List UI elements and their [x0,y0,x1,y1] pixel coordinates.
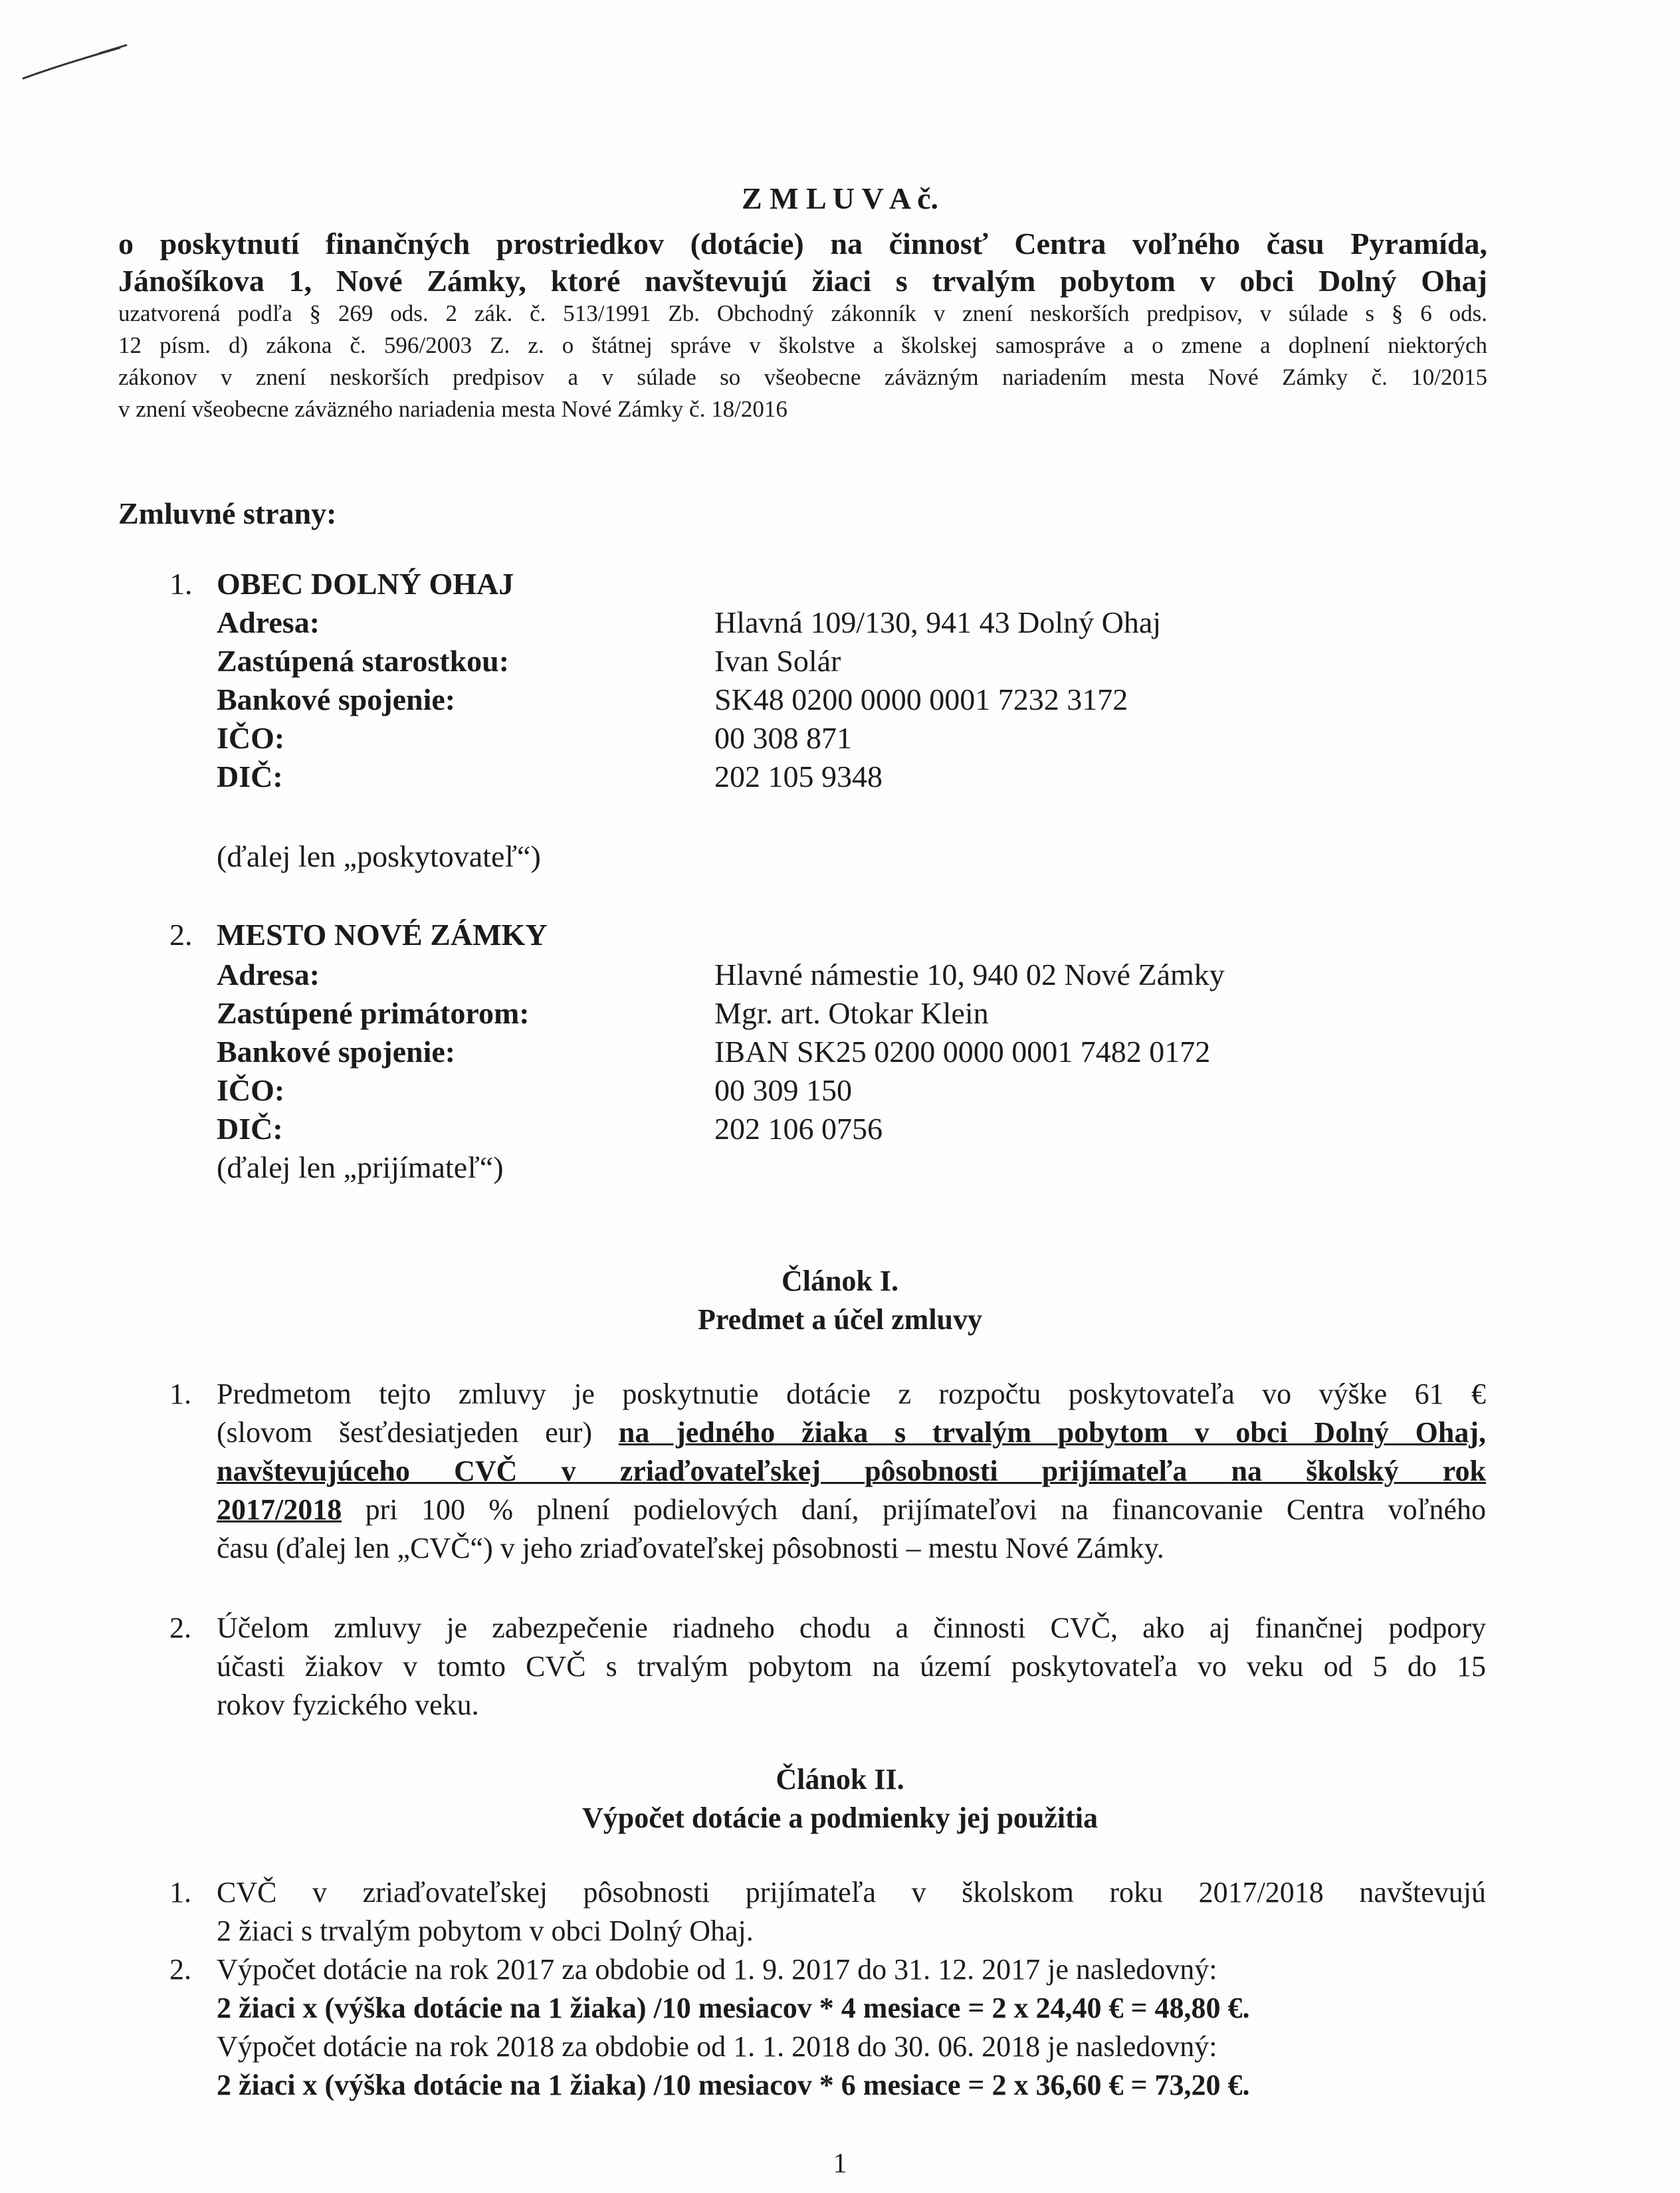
party1-address: Hlavná 109/130, 941 43 Dolný Ohaj [714,605,1162,639]
article2-p2-line-3: Výpočet dotácie na rok 2018 za obdobie od 1. 1. 2018 do 30. 06. 2018 je nasledovný: [217,2030,1217,2063]
contract-title: Z M L U V A č. [741,181,939,215]
party2-name: MESTO NOVÉ ZÁMKY [217,918,548,952]
article2-p2-line-2: 2 žiaci x (výška dotácie na 1 žiaka) /10 mesiacov * 4 mesiace = 2 x 24,40 € = 48,80 €. [217,1992,1250,2024]
article2-p2-line-1: Výpočet dotácie na rok 2017 za obdobie od 1. 9. 2017 do 31. 12. 2017 je nasledovný: [217,1953,1217,1986]
article1-p2-number: 2. [169,1612,191,1644]
article1-p1-line-3: navštevujúceho CVČ v zriaďovateľskej pôsobnosti prijímateľa na školský rok [217,1455,1486,1487]
legal-basis-line-2: 12 písm. d) zákona č. 596/2003 Z. z. o štátnej správe v školstve a školskej samospráve a o zmene a doplnení niektorých [118,332,1487,358]
party1-ico: 00 308 871 [714,721,852,755]
article1-p1-line-2 [217,1415,1486,1449]
article1-p2-line-2: účasti žiakov v tomto CVČ s trvalým pobytom na území poskytovateľa vo veku od 5 do 15 [217,1650,1486,1683]
article1-p1-line-2b: na jedného žiaka s trvalým pobytom v obci Dolný Ohaj, [618,1416,1486,1449]
article2-p1-line-1: CVČ v zriaďovateľskej pôsobnosti prijímateľa v školskom roku 2017/2018 navštevujú [217,1876,1486,1909]
party1-address-label: Adresa: [217,605,320,639]
legal-basis-line-3: zákonov v znení neskorších predpisov a v súlade so všeobecne záväzným nariadením mesta Nové Zámky č. 10/2015 [118,364,1487,390]
article1-p2-line-1: Účelom zmluvy je zabezpečenie riadneho chodu a činnosti CVČ, ako aj finančnej podpory [217,1612,1486,1644]
party2-rep: Mgr. art. Otokar Klein [714,996,989,1030]
party2-dic-label: DIČ: [217,1112,283,1146]
party2-dic: 202 106 0756 [714,1112,883,1146]
article1-p1-line-4 [217,1493,1486,1526]
party2-number: 2. [169,918,193,952]
article1-p1-line-2a: (slovom šesťdesiatjeden eur) [217,1416,593,1449]
party1-dic: 202 105 9348 [714,760,883,793]
legal-basis-line-1: uzatvorená podľa § 269 ods. 2 zák. č. 513/1991 Zb. Obchodný zákonník v znení neskorších predpisov, v súlade s § 6 ods. [118,300,1487,326]
party1-ico-label: IČO: [217,721,285,755]
party2-bank-label: Bankové spojenie: [217,1035,456,1069]
article2-subtitle: Výpočet dotácie a podmienky jej použitia [581,1802,1099,1834]
pen-scribble-mark [20,40,133,86]
article1-p1-number: 1. [169,1378,191,1410]
article2-p2-number: 2. [169,1953,191,1986]
article1-subtitle: Predmet a účel zmluvy [697,1303,983,1336]
legal-basis-line-4: v znení všeobecne záväzného nariadenia mesta Nové Zámky č. 18/2016 [118,396,788,422]
page-number: 1 [833,2148,847,2179]
contract-heading-line-1: o poskytnutí finančných prostriedkov (dotácie) na činnosť Centra voľného času Pyramída, [118,227,1487,261]
party2-bank: IBAN SK25 0200 0000 0001 7482 0172 [714,1035,1211,1069]
party1-dic-label: DIČ: [217,760,283,793]
article2-title: Článok II. [776,1763,904,1796]
party1-number: 1. [169,567,193,601]
party2-address-label: Adresa: [217,958,320,992]
contract-heading-line-2: Jánošíkova 1, Nové Zámky, ktoré navštevujú žiaci s trvalým pobytom v obci Dolný Ohaj [118,264,1487,298]
party2-alias: (ďalej len „prijímateľ“) [217,1150,504,1184]
parties-heading: Zmluvné strany: [118,496,337,530]
article2-p2-line-4: 2 žiaci x (výška dotácie na 1 žiaka) /10 mesiacov * 6 mesiace = 2 x 36,60 € = 73,20 €. [217,2069,1250,2101]
party1-bank: SK48 0200 0000 0001 7232 3172 [714,682,1128,716]
article1-p1-line-4b: pri 100 % plnení podielových daní, prijímateľovi na financovanie Centra voľného [365,1493,1486,1526]
party1-rep: Ivan Solár [714,644,841,678]
party2-rep-label: Zastúpené primátorom: [217,996,530,1030]
article2-p1-number: 1. [169,1876,191,1909]
article1-p1-line-5: času (ďalej len „CVČ“) v jeho zriaďovateľskej pôsobnosti – mestu Nové Zámky. [217,1532,1164,1564]
party2-address: Hlavné námestie 10, 940 02 Nové Zámky [714,958,1225,992]
article1-title: Článok I. [781,1265,899,1297]
party1-alias: (ďalej len „poskytovateľ“) [217,839,541,873]
party2-ico-label: IČO: [217,1073,285,1107]
article1-p2-line-3: rokov fyzického veku. [217,1689,479,1721]
article2-p1-line-2: 2 žiaci s trvalým pobytom v obci Dolný Ohaj. [217,1915,754,1947]
party1-bank-label: Bankové spojenie: [217,682,456,716]
party1-rep-label: Zastúpená starostkou: [217,644,510,678]
article1-p1-line-1: Predmetom tejto zmluvy je poskytnutie dotácie z rozpočtu poskytovateľa vo výške 61 € [217,1378,1486,1410]
party1-name: OBEC DOLNÝ OHAJ [217,567,514,601]
article1-p1-line-4a: 2017/2018 [217,1493,342,1526]
party2-ico: 00 309 150 [714,1073,852,1107]
